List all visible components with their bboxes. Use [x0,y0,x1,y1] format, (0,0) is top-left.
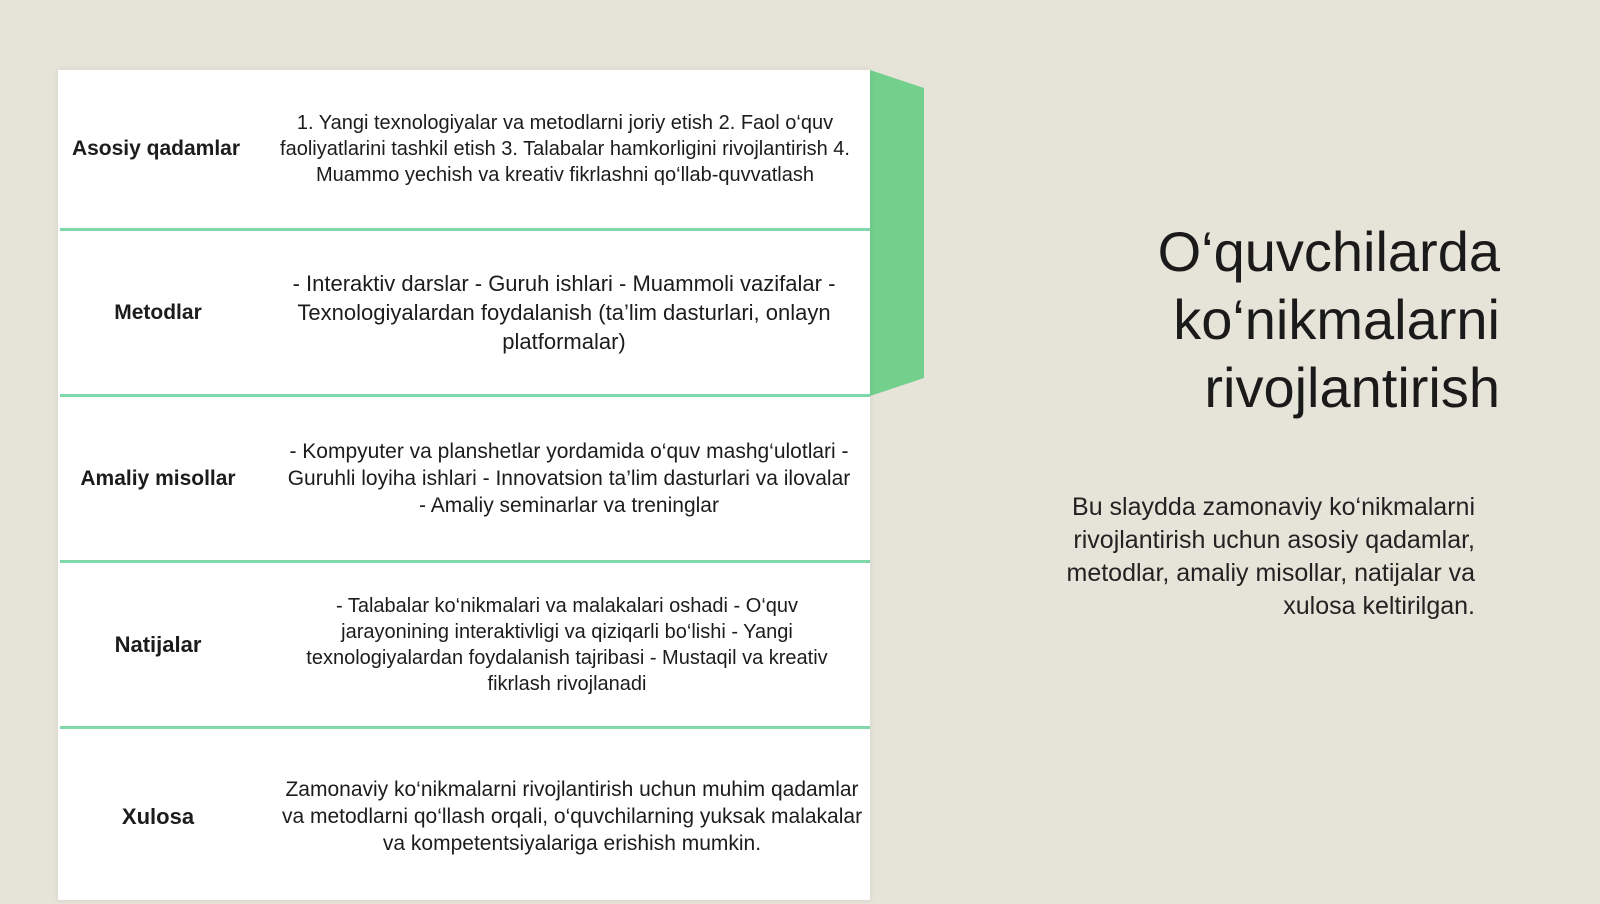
table-row-metodlar [58,231,870,394]
row-text: Zamonaviy ko‘nikmalarni rivojlantirish uchun muhim qadamlar va metodlarni qo‘llash orqali, o‘quvchilarning yuksak malakalar va kompetentsiyalariga erishish mumkin. [281,778,863,855]
table-row-amaliy-misollar [58,397,870,560]
table-row-xulosa [58,729,870,904]
content-table [58,70,870,900]
row-label: Natijalar [114,632,202,657]
slide-title: O‘quvchilarda ko‘nikmalarni rivojlantirish [1157,220,1500,419]
row-text: - Talabalar ko‘nikmalari va malakalari oshadi - O‘quv jarayonining interaktivligi va qiziqarli bo‘lishi - Yangi texnologiyalardan foydalanish tajribasi - Mustaqil va kreativ fikrlash rivojlanadi [306,594,828,695]
row-label: Xulosa [121,803,195,829]
row-label: Amaliy misollar [80,466,236,490]
table-row-natijalar [58,563,870,726]
row-text: - Interaktiv darslar - Guruh ishlari - Muammoli vazifalar - Texnologiyalardan foydalanish (ta’lim dasturlari, onlayn platformalar) [292,271,836,354]
row-label: Asosiy qadamlar [71,137,241,160]
row-label: Metodlar [114,300,202,324]
row-text: 1. Yangi texnologiyalar va metodlarni joriy etish 2. Faol o‘quv faoliyatlarini tashkil etish 3. Talabalar hamkorligini rivojlantirish 4. Muammo yechish va kreativ fikrlashni qo‘llab-quvvatlash [280,112,850,186]
slide-description: Bu slaydda zamonaviy ko‘nikmalarni rivojlantirish uchun asosiy qadamlar, metodlar, amaliy misollar, natijalar va xulosa keltirilgan. [1066,493,1475,620]
row-text: - Kompyuter va planshetlar yordamida o‘quv mashg‘ulotlari - Guruhli loyiha ishlari - Innovatsion ta’lim dasturlari va ilovalar - Amaliy seminarlar va treninglar [287,440,851,517]
table-row-asosiy-qadamlar [58,70,870,228]
